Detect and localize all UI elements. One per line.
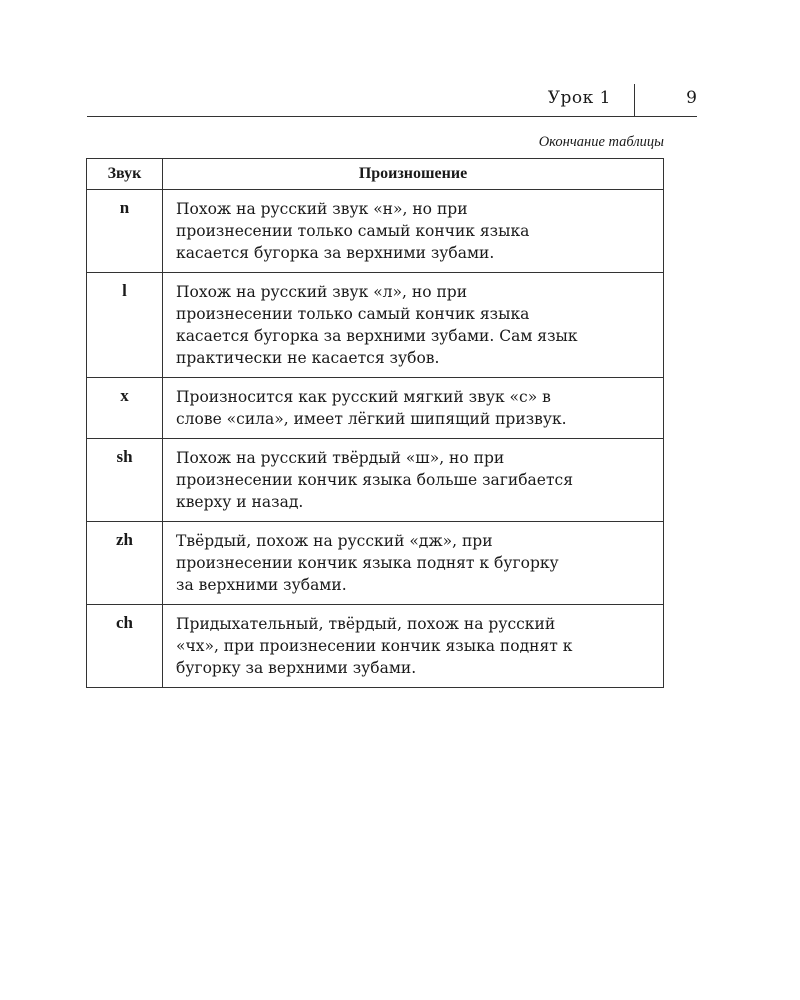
pronunciation-line: «чх», при произнесении кончик языка поднят к	[176, 637, 573, 655]
pronunciation-line: Придыхательный, твёрдый, похож на русский	[176, 615, 556, 633]
pronunciation-cell	[163, 273, 664, 378]
pronunciation-cell	[163, 439, 664, 522]
pronunciation-line: Похож на русский звук «н», но при	[176, 200, 468, 218]
column-header-sound: Звук	[87, 159, 163, 190]
pronunciation-line: слове «сила», имеет лёгкий шипящий призвук.	[176, 410, 567, 428]
running-head	[87, 84, 697, 117]
sound-cell: l	[87, 273, 163, 378]
table-row	[87, 273, 664, 378]
sound-cell: sh	[87, 439, 163, 522]
pronunciation-line: произнесении только самый кончик языка	[176, 305, 530, 323]
header-separator	[634, 84, 636, 116]
pronunciation-cell	[163, 378, 664, 439]
table-row	[87, 190, 664, 273]
lesson-title: Урок 1	[547, 88, 611, 108]
pronunciation-line: практически не касается зубов.	[176, 349, 440, 367]
sound-cell: zh	[87, 522, 163, 605]
pronunciation-cell	[163, 605, 664, 688]
pronunciation-cell	[163, 190, 664, 273]
sound-cell: n	[87, 190, 163, 273]
sound-cell: x	[87, 378, 163, 439]
pronunciation-line: касается бугорка за верхними зубами.	[176, 244, 495, 262]
table-row	[87, 378, 664, 439]
pronunciation-line: произнесении кончик языка поднят к бугорку	[176, 554, 559, 572]
table-caption: Окончание таблицы	[538, 134, 664, 150]
table-row	[87, 522, 664, 605]
pronunciation-line: за верхними зубами.	[176, 576, 347, 594]
pronunciation-line: Похож на русский твёрдый «ш», но при	[176, 449, 505, 467]
pronunciation-line: бугорку за верхними зубами.	[176, 659, 417, 677]
pronunciation-line: кверху и назад.	[176, 493, 304, 511]
pronunciation-line: Твёрдый, похож на русский «дж», при	[176, 532, 493, 550]
pronunciation-line: произнесении только самый кончик языка	[176, 222, 530, 240]
table-body	[87, 190, 664, 688]
pronunciation-line: произнесении кончик языка больше загибается	[176, 471, 573, 489]
sound-cell: ch	[87, 605, 163, 688]
page-number: 9	[686, 88, 697, 108]
pronunciation-cell	[163, 522, 664, 605]
table-row	[87, 439, 664, 522]
column-header-pronunciation: Произношение	[163, 159, 664, 190]
pronunciation-table	[86, 158, 664, 688]
table-row	[87, 605, 664, 688]
pronunciation-line: Произносится как русский мягкий звук «с» в	[176, 388, 551, 406]
pronunciation-line: Похож на русский звук «л», но при	[176, 283, 468, 301]
table-header-row	[87, 159, 664, 190]
pronunciation-line: касается бугорка за верхними зубами. Сам язык	[176, 327, 578, 345]
